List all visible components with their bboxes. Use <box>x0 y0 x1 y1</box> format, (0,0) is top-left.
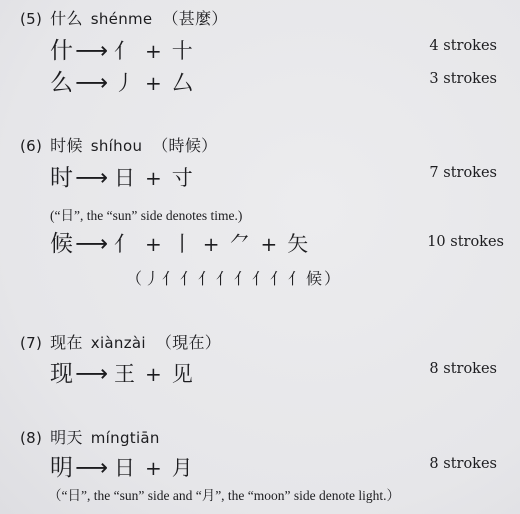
component: ⺈ <box>229 232 251 256</box>
stroke-count: 10 strokes <box>427 234 504 250</box>
plus-icon: + <box>202 232 220 256</box>
component: 厶 <box>171 71 193 95</box>
plus-icon: + <box>144 362 162 386</box>
stroke-count: 8 strokes <box>429 361 497 377</box>
arrow-icon: ⟶ <box>75 231 108 257</box>
component: 丨 <box>171 232 193 256</box>
character: 时 <box>50 165 73 191</box>
plus-icon: + <box>144 39 162 63</box>
decomposition-row <box>50 454 193 482</box>
section-pinyin: míngtiān <box>90 429 160 447</box>
arrow-icon: ⟶ <box>75 361 108 387</box>
radical-note: (“日”, the “sun” side denotes time.) <box>50 208 243 223</box>
decomposition-row <box>50 164 193 192</box>
radical-note: （“日”, the “sun” side and “月”, the “moon” side denote light.） <box>48 488 401 503</box>
section-pinyin: shíhou <box>90 137 143 155</box>
component: 见 <box>171 362 193 386</box>
character: 候 <box>50 231 73 257</box>
component: 亻 <box>113 232 135 256</box>
section-traditional: （現在） <box>155 333 222 352</box>
section-pinyin: shénme <box>90 10 153 28</box>
section-hanzi: 时候 <box>50 136 83 155</box>
arrow-icon: ⟶ <box>75 38 108 64</box>
stroke-count: 3 strokes <box>429 71 497 87</box>
component: 日 <box>113 456 135 480</box>
component: 丿 <box>113 71 135 95</box>
section-number: (8) <box>20 429 43 447</box>
section-8-heading <box>20 425 170 448</box>
arrow-icon: ⟶ <box>75 70 108 96</box>
character: 么 <box>50 70 73 96</box>
character: 现 <box>50 361 73 387</box>
component: 亻 <box>113 39 135 63</box>
stroke-count: 7 strokes <box>429 165 497 181</box>
section-number: (7) <box>20 334 43 352</box>
plus-icon: + <box>144 456 162 480</box>
stroke-order-sequence: （丿亻亻亻亻亻亻亻亻候） <box>126 269 343 288</box>
arrow-icon: ⟶ <box>75 455 108 481</box>
section-number: (5) <box>20 10 43 28</box>
section-hanzi: 什么 <box>50 9 83 28</box>
component: 王 <box>113 362 135 386</box>
decomposition-row <box>50 230 308 258</box>
character: 什 <box>50 38 73 64</box>
section-number: (6) <box>20 137 43 155</box>
decomposition-row <box>50 37 193 65</box>
component: 日 <box>113 166 135 190</box>
decomposition-row <box>50 360 193 388</box>
plus-icon: + <box>144 232 162 256</box>
plus-icon: + <box>144 71 162 95</box>
component: 月 <box>171 456 193 480</box>
section-pinyin: xiànzài <box>90 334 146 352</box>
component: 矢 <box>287 232 309 256</box>
section-hanzi: 明天 <box>50 428 83 447</box>
section-6-heading <box>20 133 217 156</box>
stroke-count: 4 strokes <box>429 38 497 54</box>
arrow-icon: ⟶ <box>75 165 108 191</box>
section-5-heading <box>20 6 228 29</box>
plus-icon: + <box>144 166 162 190</box>
component: 十 <box>171 39 193 63</box>
decomposition-row <box>50 69 193 97</box>
plus-icon: + <box>260 232 278 256</box>
section-traditional: （甚麼） <box>162 9 228 28</box>
stroke-count: 8 strokes <box>429 456 497 472</box>
section-hanzi: 现在 <box>50 333 83 352</box>
component: 寸 <box>171 166 193 190</box>
character: 明 <box>50 455 73 481</box>
section-traditional: （時候） <box>152 136 218 155</box>
section-7-heading <box>20 330 221 353</box>
